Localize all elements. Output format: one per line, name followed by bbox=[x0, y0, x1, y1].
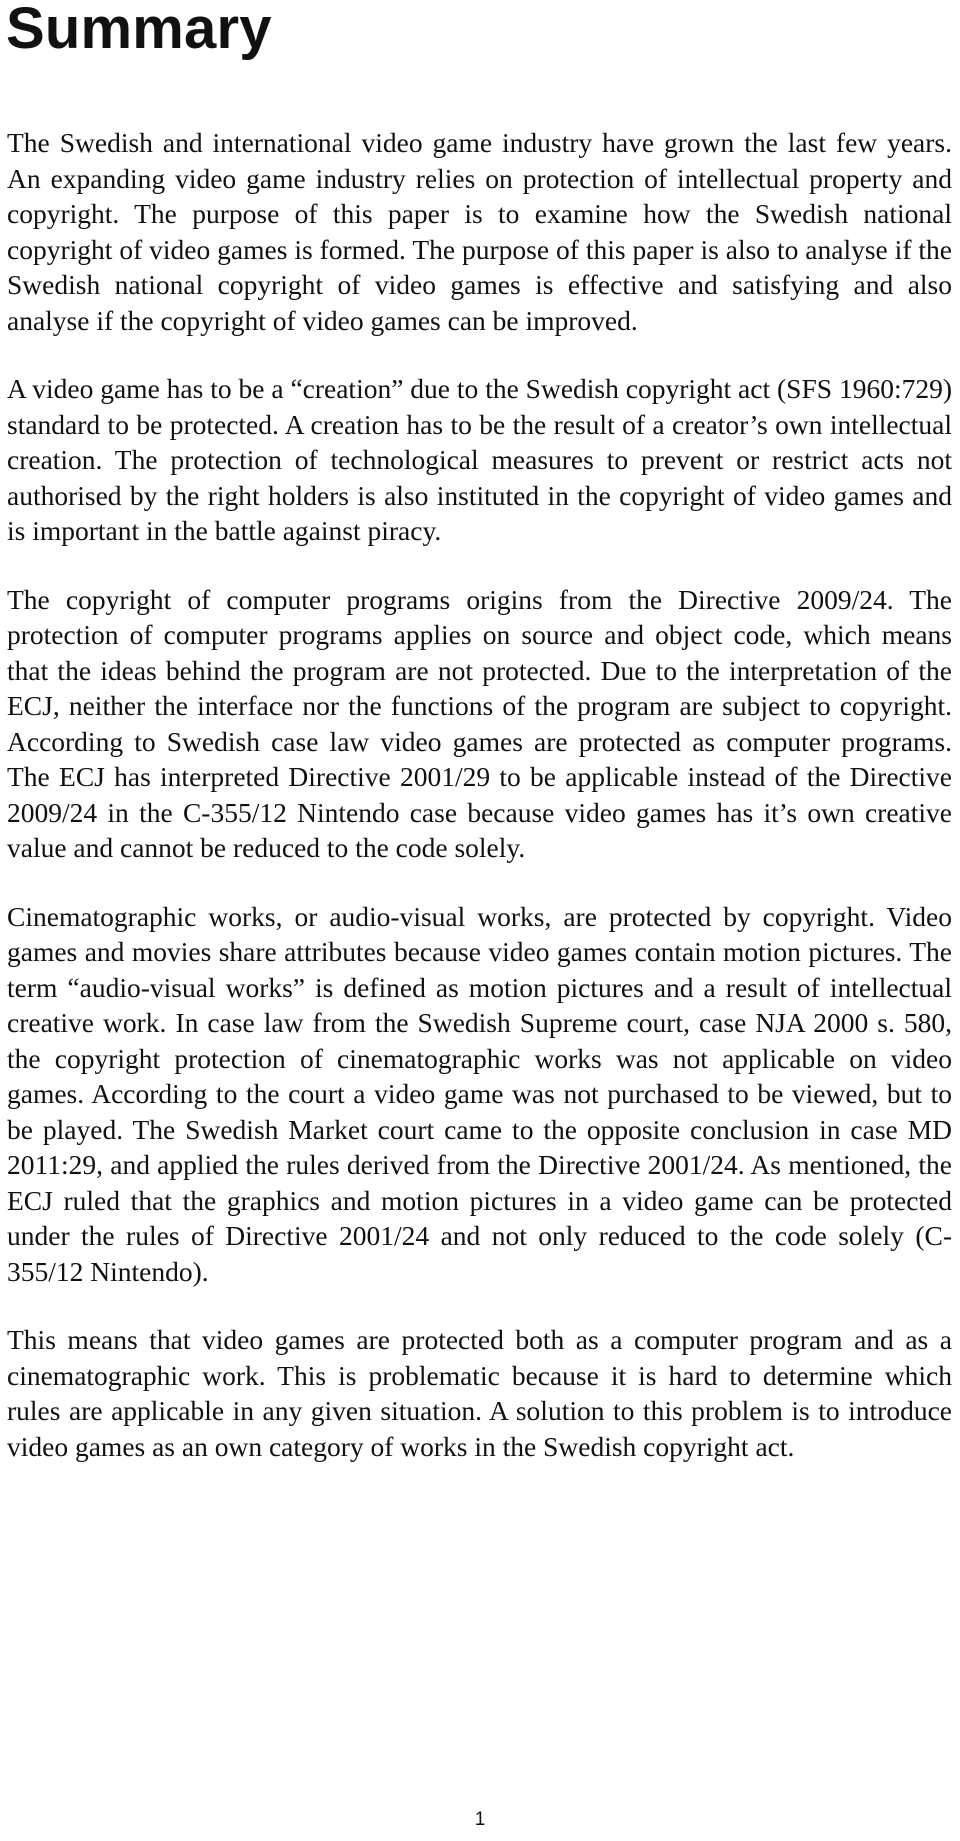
page-title: Summary bbox=[6, 0, 272, 61]
paragraph-1: The Swedish and international video game industry have grown the last few years. An expanding video game industry relies on protection of intellectual property and copyright. The purpose of this paper is to examine how the Swedish national copyright of video games is formed. The purpose of this paper is also to analyse if the Swedish national copyright of video games is effective and satisfying and also analyse if the copyright of video games can be improved. bbox=[7, 127, 952, 336]
summary-body bbox=[7, 125, 952, 1497]
page-number: 1 bbox=[474, 1809, 486, 1830]
paragraph-2: A video game has to be a “creation” due to the Swedish copyright act (SFS 1960:729) standard to be protected. A creation has to be the result of a creator’s own intellectual creation. The protection of technological measures to prevent or restrict acts not authorised by the right holders is also instituted in the copyright of video games and is important in the battle against piracy. bbox=[7, 373, 952, 546]
paragraph-4: Cinematographic works, or audio-visual works, are protected by copyright. Video games and movies share attributes because video games contain motion pictures. The term “audio-visual works” is defined as motion pictures and a result of intellectual creative work. In case law from the Swedish Supreme court, case NJA 2000 s. 580, the copyright protection of cinematographic works was not applicable on video games. According to the court a video game was not purchased to be viewed, but to be played. The Swedish Market court came to the opposite conclusion in case MD 2011:29, and applied the rules derived from the Directive 2001/24. As mentioned, the ECJ ruled that the graphics and motion pictures in a video game can be protected under the rules of Directive 2001/24 and not only reduced to the code solely (C-355/12 Nintendo). bbox=[7, 900, 952, 1287]
paragraph-3: The copyright of computer programs origins from the Directive 2009/24. The protection of computer programs applies on source and object code, which means that the ideas behind the program are not protected. Due to the interpretation of the ECJ, neither the interface nor the functions of the program are subject to copyright. According to Swedish case law video games are protected as computer programs. The ECJ has interpreted Directive 2001/29 to be applicable instead of the Directive 2009/24 in the C-355/12 Nintendo case because video games has it’s own creative value and cannot be reduced to the code solely. bbox=[7, 583, 952, 863]
paragraph-5: This means that video games are protected both as a computer program and as a cinematographic work. This is problematic because it is hard to determine which rules are applicable in any given situation. A solution to this problem is to introduce video games as an own category of works in the Swedish copyright act. bbox=[7, 1324, 952, 1462]
